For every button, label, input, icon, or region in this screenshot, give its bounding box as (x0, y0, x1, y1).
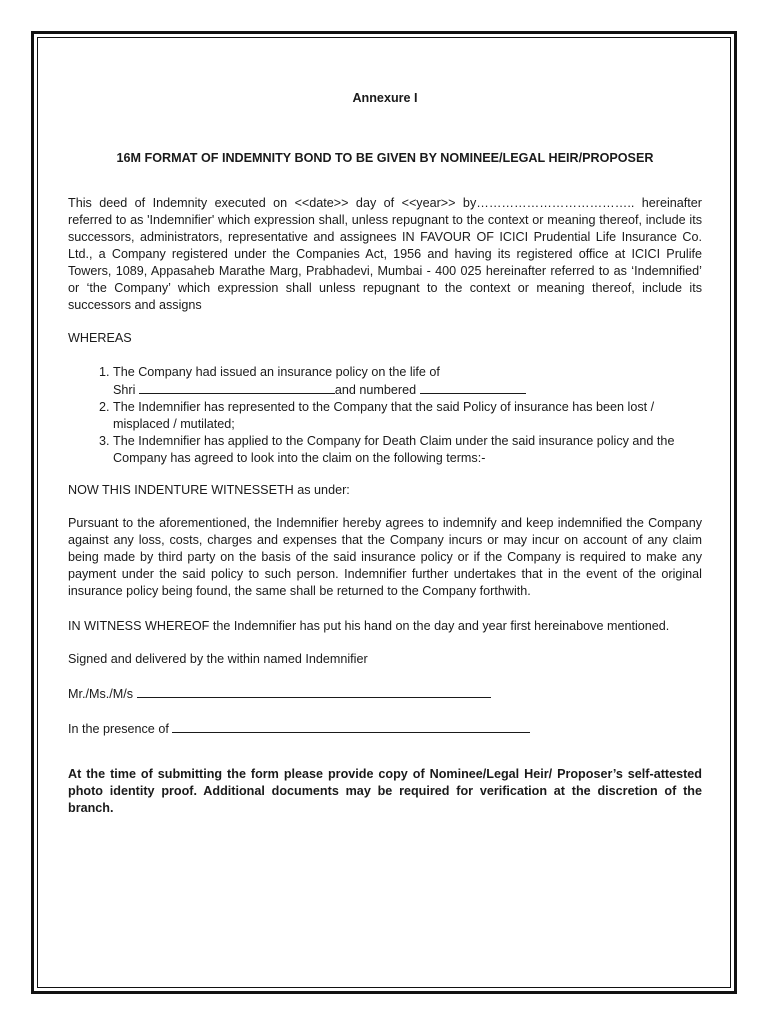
item-3-text: The Indemnifier has applied to the Company for Death Claim under the said insurance policy and the Company has agreed to look into the claim on the following terms:- (113, 434, 675, 465)
policy-number-blank[interactable] (420, 381, 526, 394)
shri-name-blank[interactable] (139, 381, 335, 394)
list-item (113, 433, 702, 467)
deed-paragraph: This deed of Indemnity executed on <<date>> day of <<year>> by……………………………….. hereinafter referred to as 'Indemnifier' which expression shall, unless repugnant to the context or meaning thereof, include its successors, administrators, representative and assignees IN FAVOUR OF ICICI Prudential Life Insurance Co. Ltd., a Company registered under the Companies Act, 1956 and having its registered office at ICICI Prulife Towers, 1089, Appasaheb Marathe Marg, Prabhadevi, Mumbai - 400 025 hereinafter referred to as ‘Indemnified’ or ‘the Company’ which expression shall unless repugnant to the context or meaning thereof, include its successors and assigns (68, 196, 702, 312)
mr-signature-line (68, 685, 702, 703)
mr-label: Mr./Ms./M/s (68, 687, 134, 701)
now-witnesseth-heading: NOW THIS INDENTURE WITNESSETH as under: (68, 483, 350, 497)
whereas-heading: WHEREAS (68, 331, 132, 345)
item-1-blanks (113, 381, 702, 399)
numbered-label: and numbered (334, 383, 417, 397)
pursuant-paragraph: Pursuant to the aforementioned, the Indemnifier hereby agrees to indemnify and keep indemnified the Company against any loss, costs, charges and expenses that the Company incurs or may incur on account of any claim being made by third party on the basis of the said insurance policy or if the Company is required to make any payment under the said policy to such person. Indemnifier further undertakes that in the event of the original insurance policy being found, the same shall be returned to the Company forthwith. (68, 516, 702, 598)
item-2-text: The Indemnifier has represented to the Company that the said Policy of insurance has been lost / misplaced / mutilated; (113, 400, 655, 431)
whereas-list (68, 364, 702, 467)
presence-label: In the presence of (68, 722, 169, 736)
in-witness-paragraph: IN WITNESS WHEREOF the Indemnifier has put his hand on the day and year first hereinabove mentioned. (68, 619, 670, 633)
list-item (113, 364, 702, 399)
list-item (113, 399, 702, 433)
shri-label: Shri (113, 383, 136, 397)
witness-name-blank[interactable] (172, 720, 530, 733)
presence-line (68, 720, 702, 738)
submission-note: At the time of submitting the form please provide copy of Nominee/Legal Heir/ Proposer’s self-attested photo identity proof. Additional documents may be required for verification at the discretion of the branch. (68, 767, 702, 815)
document-body (68, 90, 702, 817)
indemnifier-name-blank[interactable] (137, 685, 491, 698)
document-title: 16M FORMAT OF INDEMNITY BOND TO BE GIVEN BY NOMINEE/LEGAL HEIR/PROPOSER (116, 151, 654, 165)
item-1-text: 1. The Company had issued an insurance policy on the life of (113, 365, 440, 379)
signed-line: Signed and delivered by the within named Indemnifier (68, 652, 368, 666)
annexure-heading: Annexure I (352, 91, 418, 105)
